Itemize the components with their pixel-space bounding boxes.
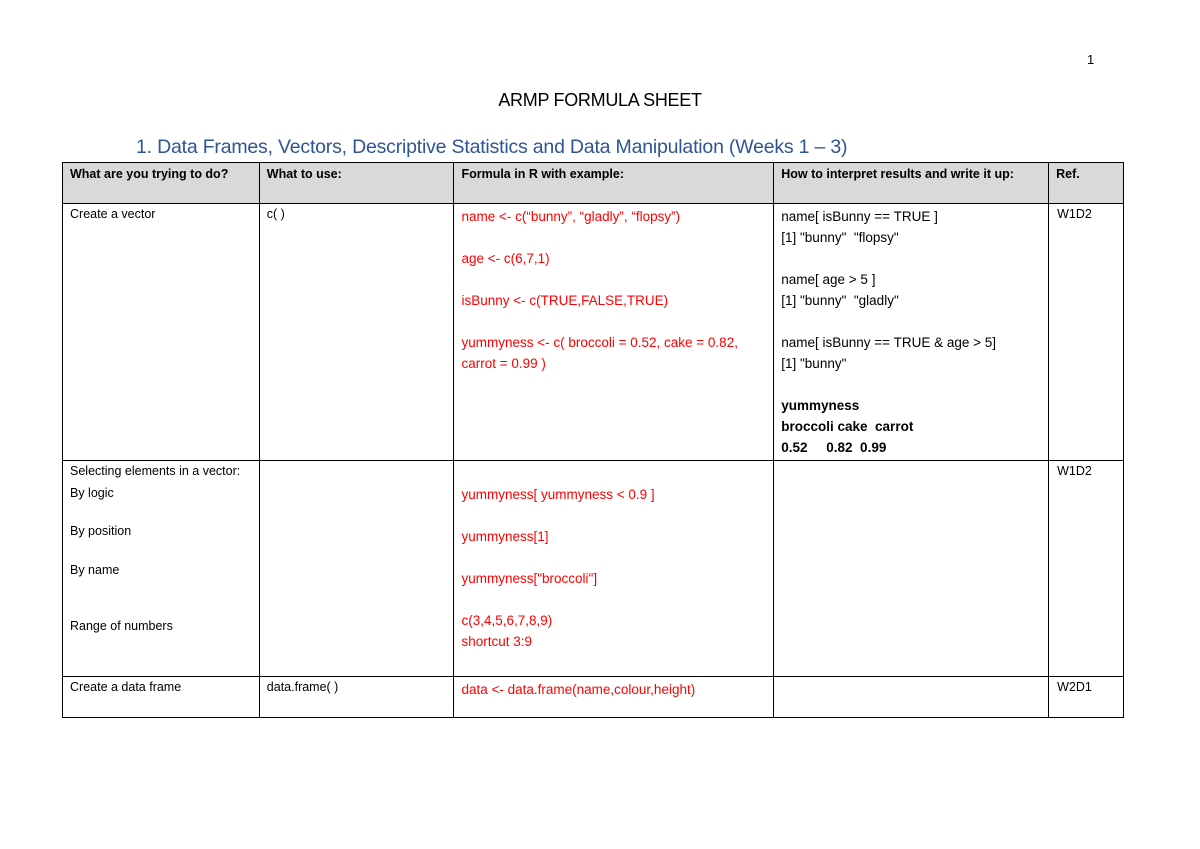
section-heading: 1. Data Frames, Vectors, Descriptive Statistics and Data Manipulation (Weeks 1 – 3) — [136, 136, 848, 158]
header-use: What to use: — [259, 163, 454, 204]
interpret-line: broccoli cake carrot — [781, 419, 914, 434]
formula-table — [62, 162, 1124, 718]
table-row — [63, 461, 1124, 677]
interpret-line: 0.52 0.82 0.99 — [781, 440, 887, 455]
formula-line: yummyness <- c( broccoli = 0.52, cake = 0.82, carrot = 0.99 ) — [461, 335, 738, 371]
cell-use — [259, 461, 454, 677]
cell-ref: W1D2 — [1049, 461, 1124, 677]
cell-use: c( ) — [259, 204, 454, 461]
cell-task: Create a data frame — [63, 677, 260, 718]
task-line: Range of numbers — [70, 619, 173, 633]
task-line: By position — [70, 524, 132, 538]
cell-interpret — [774, 204, 1049, 461]
interpret-line: [1] "bunny" "flopsy" — [781, 230, 899, 245]
formula-line: name <- c(“bunny”, “gladly”, “flopsy”) — [461, 209, 681, 224]
header-interpret: How to interpret results and write it up: — [774, 163, 1049, 204]
cell-ref: W1D2 — [1049, 204, 1124, 461]
interpret-line: name[ isBunny == TRUE ] — [781, 209, 938, 224]
cell-ref: W2D1 — [1049, 677, 1124, 718]
cell-task: Create a vector — [63, 204, 260, 461]
cell-use: data.frame( ) — [259, 677, 454, 718]
interpret-line: [1] "bunny" — [781, 356, 847, 371]
interpret-line: name[ isBunny == TRUE & age > 5] — [781, 335, 996, 350]
formula-line: age <- c(6,7,1) — [461, 251, 550, 266]
table-header-row — [63, 163, 1124, 204]
cell-interpret — [774, 461, 1049, 677]
task-line: Selecting elements in a vector: — [70, 464, 241, 478]
task-line: By logic — [70, 486, 114, 500]
formula-line: yummyness[1] — [461, 529, 549, 544]
interpret-line: name[ age > 5 ] — [781, 272, 876, 287]
cell-formula: data <- data.frame(name,colour,height) — [454, 677, 774, 718]
formula-line: shortcut 3:9 — [461, 634, 532, 649]
cell-task — [63, 461, 260, 677]
task-line: By name — [70, 563, 120, 577]
formula-line: yummyness[ yummyness < 0.9 ] — [461, 487, 655, 502]
interpret-line: [1] "bunny" "gladly" — [781, 293, 899, 308]
formula-line: yummyness["broccoli"] — [461, 571, 598, 586]
header-ref: Ref. — [1049, 163, 1124, 204]
table-row — [63, 204, 1124, 461]
table-row — [63, 677, 1124, 718]
header-formula: Formula in R with example: — [454, 163, 774, 204]
header-task: What are you trying to do? — [63, 163, 260, 204]
cell-interpret — [774, 677, 1049, 718]
document-title: ARMP FORMULA SHEET — [498, 90, 702, 110]
page-number: 1 — [1087, 52, 1095, 67]
interpret-line: yummyness — [781, 398, 860, 413]
formula-line: isBunny <- c(TRUE,FALSE,TRUE) — [461, 293, 669, 308]
cell-formula — [454, 204, 774, 461]
formula-line: c(3,4,5,6,7,8,9) — [461, 613, 553, 628]
cell-formula — [454, 461, 774, 677]
